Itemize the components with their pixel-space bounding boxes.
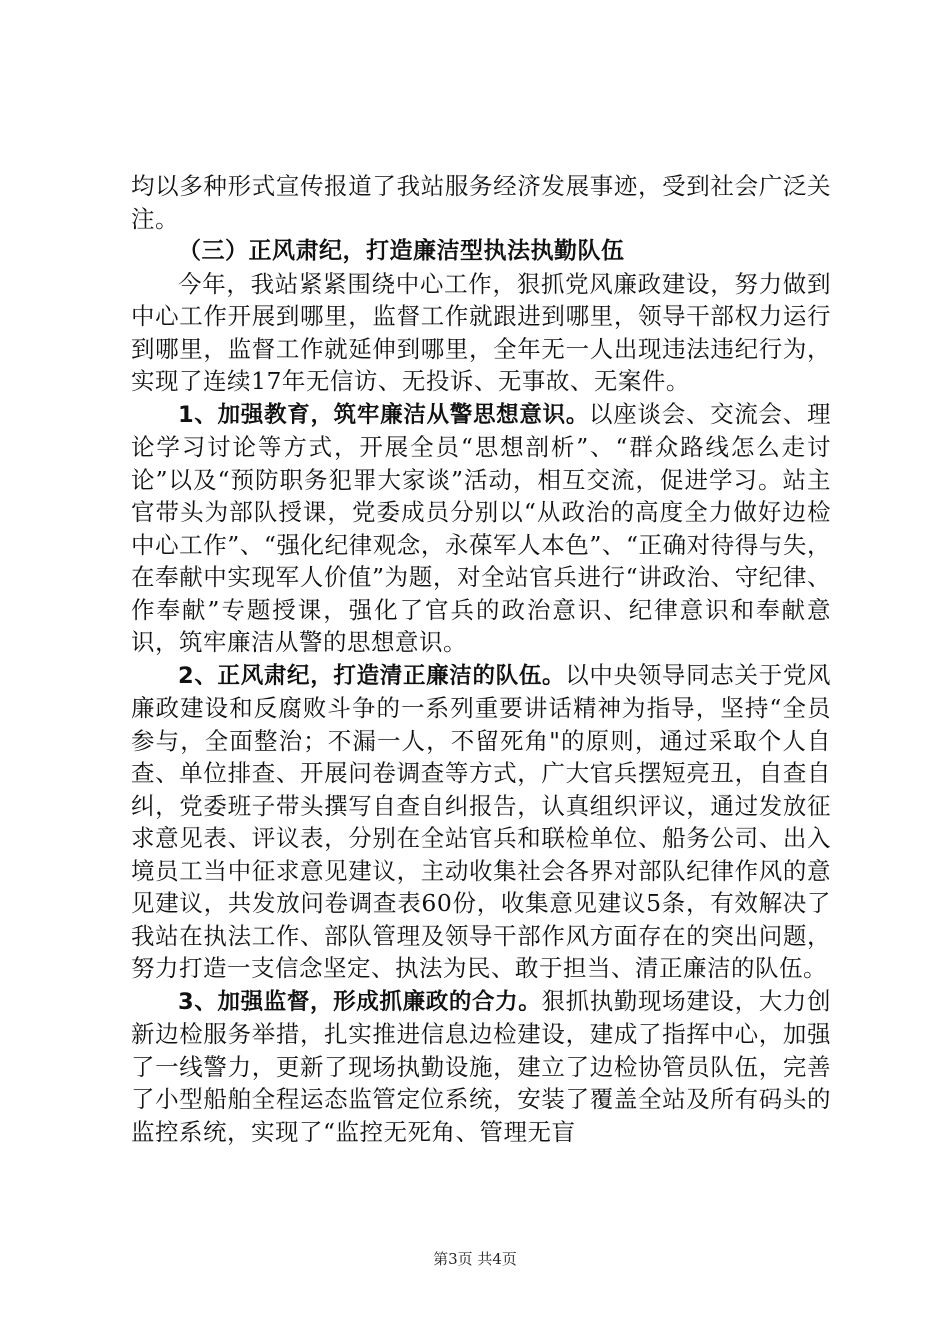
paragraph-item-1 [131, 398, 831, 659]
paragraph-continuation [131, 170, 831, 235]
paragraph-lead: 1、加强教育，筑牢廉洁从警思想意识。 [178, 401, 590, 428]
paragraph-text: 狠抓执勤现场建设，大力创新边检服务举措，扎实推进信息边检建设，建成了指挥中心，加强了一线警力，更新了现场执勤设施，建立了边检协管员队伍，完善了小型船舶全程运态监管定位系统，安装了覆盖全站及所有码头的监控系统，实现了“监控无死角、管理无盲 [131, 986, 832, 1146]
page-footer: 第3页 共4页 [433, 1250, 517, 1268]
paragraph-lead: 2、正风肃纪，打造清正廉洁的队伍。 [178, 662, 566, 689]
paragraph-item-3 [131, 985, 831, 1149]
document-body [131, 170, 831, 1148]
paragraph-text: 以中央领导同志关于党风廉政建设和反腐败斗争的一系列重要讲话精神为指导，坚持“全员参与，全面整治；不漏一人，不留死角"的原则，通过采取个人自查、单位排查、开展问卷调查等方式，广大官兵摆短亮丑，自查自纠，党委班子带头撰写自查自纠报告，认真组织评议，通过发放征求意见表、评议表，分别在全站官兵和联检单位、船务公司、出入境员工当中征求意见建议，主动收集社会各界对部队纪律作风的意见建议，共发放问卷调查表60份，收集意见建议5条，有效解决了我站在执法工作、部队管理及领导干部作风方面存在的突出问题，努力打造一支信念坚定、执法为民、敢于担当、清正廉洁的队伍。 [131, 660, 832, 982]
section-heading: （三）正风肃纪，打造廉洁型执法执勤队伍 [178, 238, 625, 264]
paragraph-item-2 [131, 659, 831, 985]
paragraph-text: 以座谈会、交流会、理论学习讨论等方式，开展全员“思想剖析”、“群众路线怎么走讨论”以及“预防职务犯罪大家谈”活动，相互交流，促进学习。站主官带头为部队授课，党委成员分别以“从政治的高度全力做好边检中心工作”、“强化纪律观念，永葆军人本色”、“正确对待得与失，在奉献中实现军人价值”为题，对全站官兵进行“讲政治、守纪律、作奉献”专题授课，强化了官兵的政治意识、纪律意识和奉献意识，筑牢廉洁从警的思想意识。 [131, 399, 831, 656]
paragraph-text: 均以多种形式宣传报道了我站服务经济发展事迹，受到社会广泛关注。 [131, 172, 831, 233]
paragraph-lead: 3、加强监督，形成抓廉政的合力。 [178, 988, 542, 1015]
paragraph-text: 今年，我站紧紧围绕中心工作，狠抓党风廉政建设，努力做到中心工作开展到哪里，监督工作就跟进到哪里，领导干部权力运行到哪里，监督工作就延伸到哪里，全年无一人出现违法违纪行为，实现了连续17年无信访、无投诉、无事故、无案件。 [131, 269, 831, 395]
paragraph-intro [131, 268, 831, 398]
